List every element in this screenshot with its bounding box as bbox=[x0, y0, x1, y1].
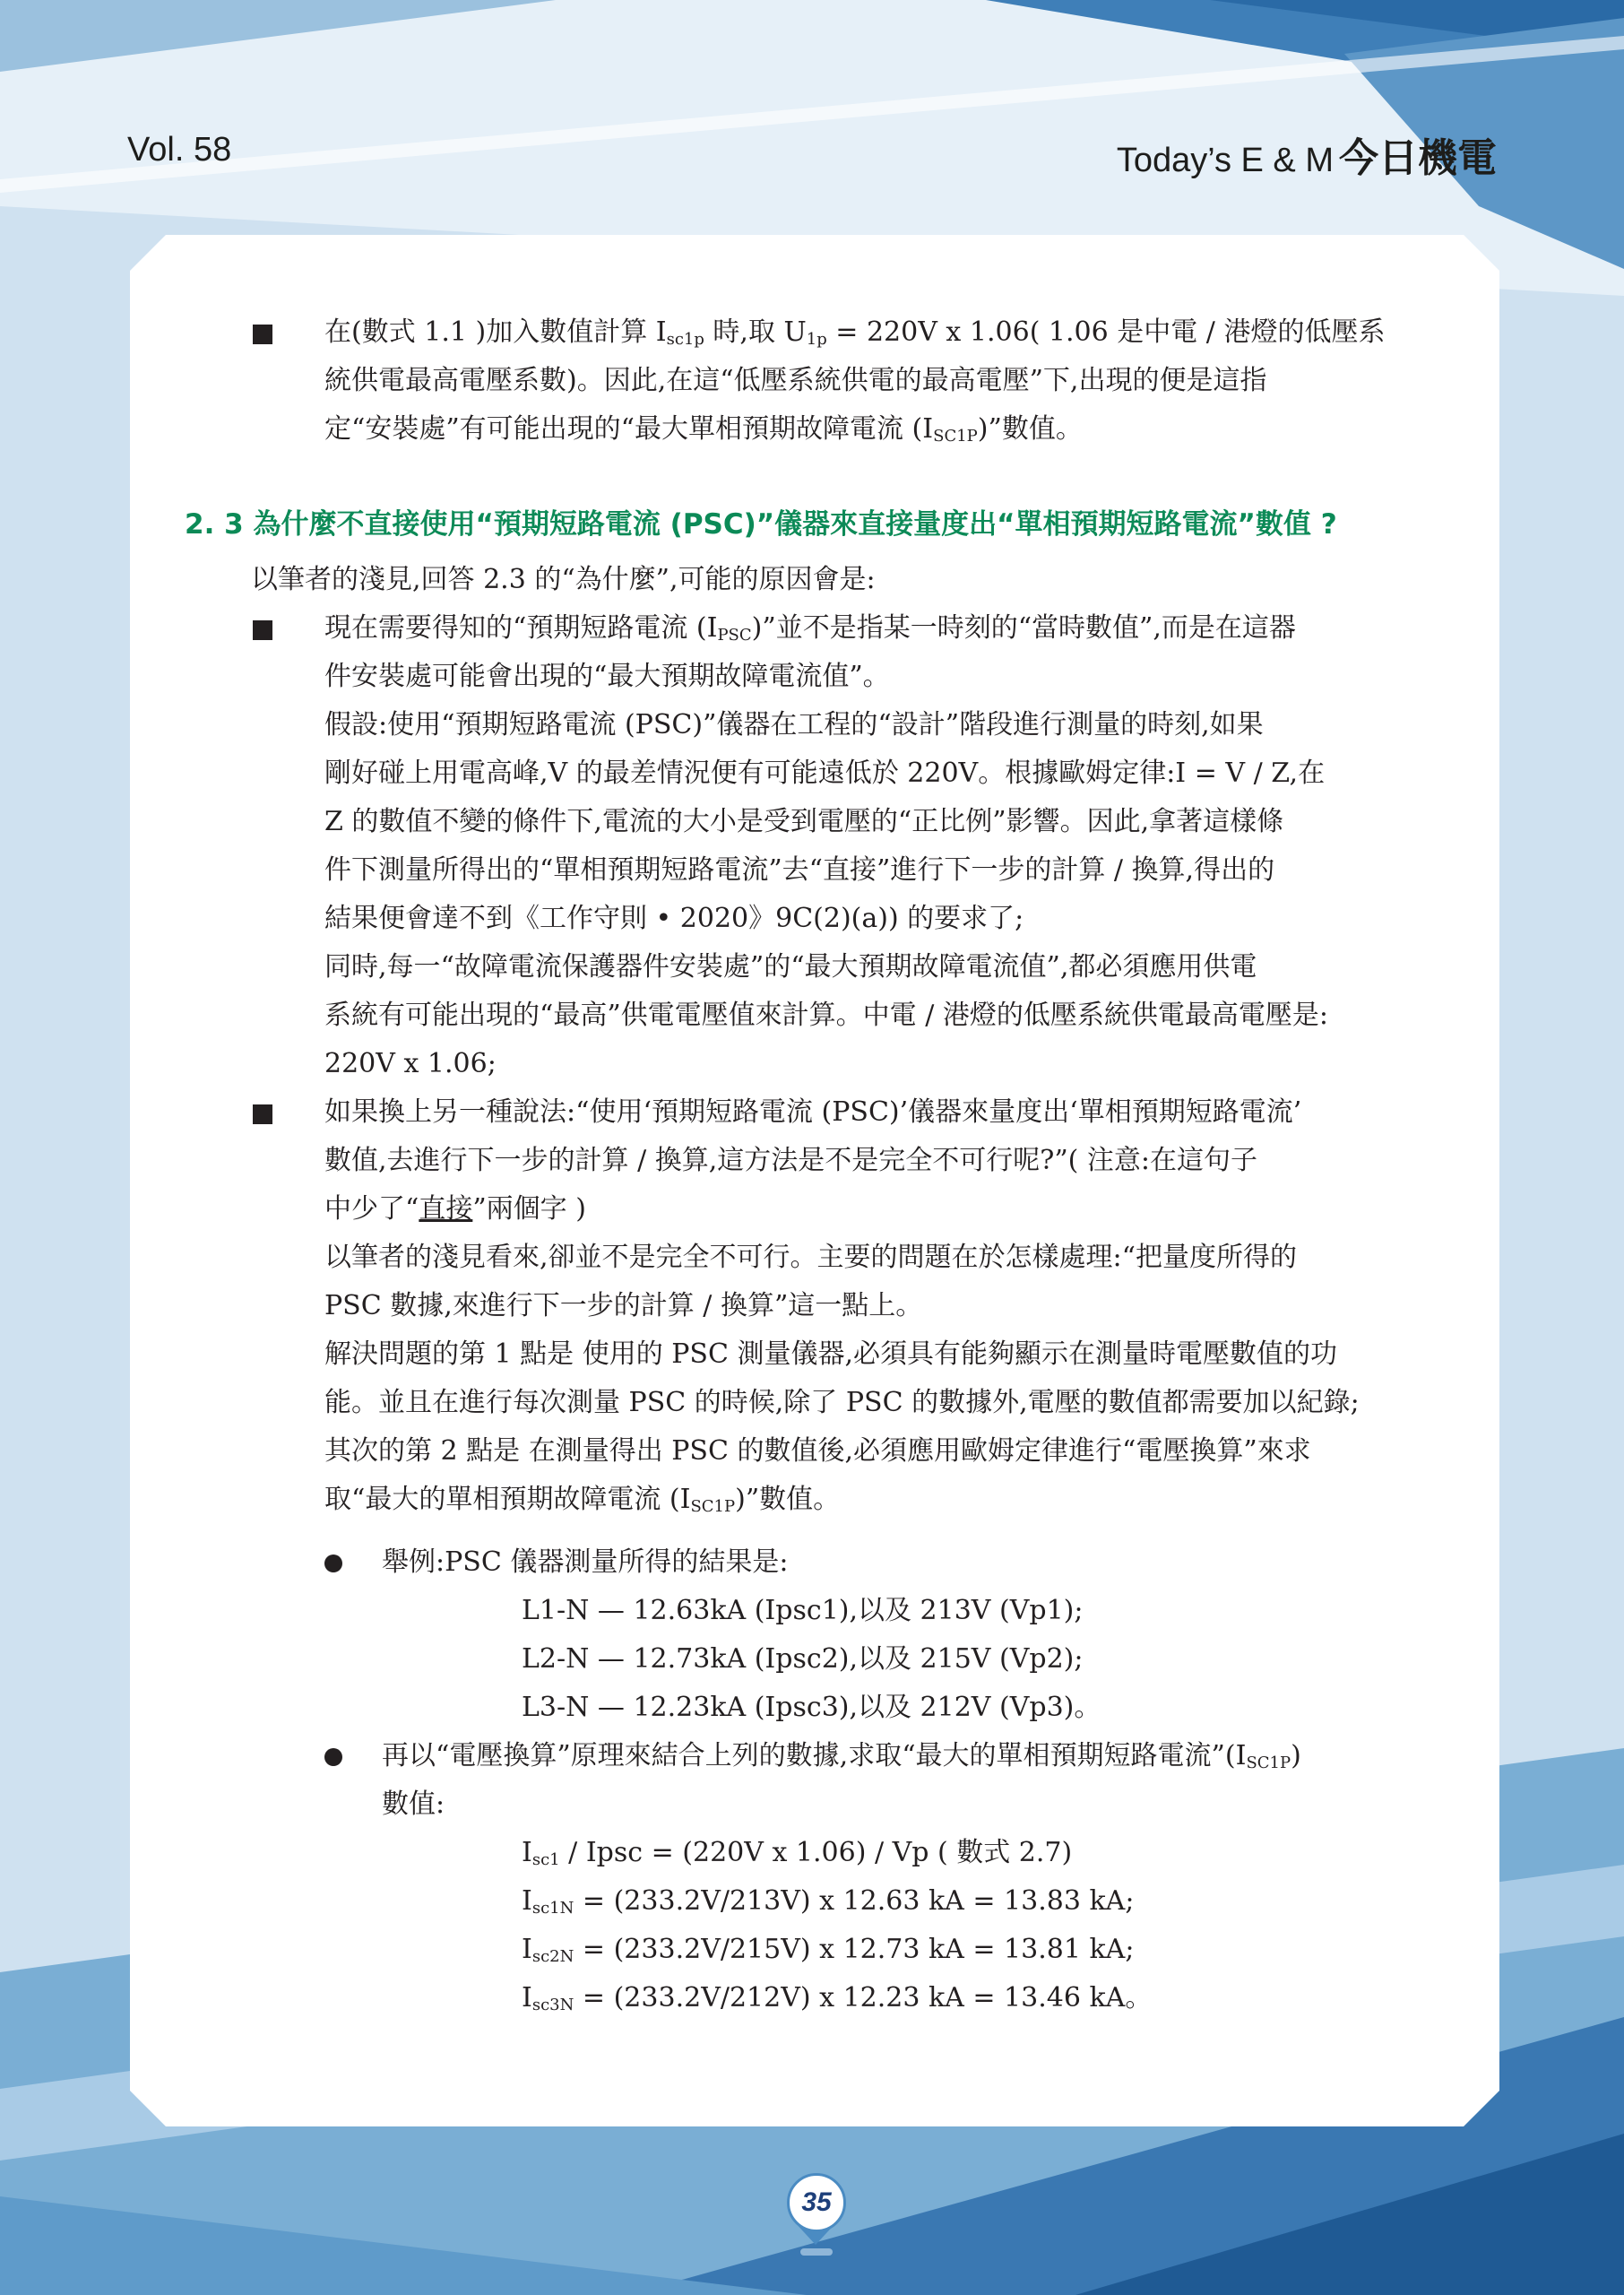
paragraph-line: 在(數式 1.1 )加入數值計算 $I_{sc1p}$ 時,取 $U_{1p} = 220V$ x 1.06( 1.06 是中電 / 港燈的低壓系 bbox=[324, 316, 1386, 349]
paragraph-line: 其次的第 2 點是 在測量得出 PSC 的數值後,必須應用歐姆定律進行“電壓換算”來求 bbox=[324, 1435, 1311, 1467]
paragraph-line: 件安裝處可能會出現的“最大預期故障電流值”。 bbox=[324, 661, 890, 692]
paragraph-line: 能。並且在進行每次測量 PSC 的時候,除了 PSC 的數據外,電壓的數值都需要加以紀錄; bbox=[324, 1387, 1360, 1418]
square-bullet-icon bbox=[253, 1104, 272, 1124]
square-bullet-icon bbox=[253, 620, 272, 640]
measurement-row: L1-N — 12.63kA (Ipsc1),以及 213V (Vp1); bbox=[522, 1595, 1084, 1626]
paragraph-line: 中少了“直接”兩個字 ) bbox=[324, 1193, 586, 1225]
magazine-title-cn: 今日機電 bbox=[1339, 135, 1497, 181]
formula-line: $I_{sc1}$ / Ipsc = (220V x 1.06) / Vp ( 數式 2.7) bbox=[522, 1837, 1073, 1869]
page-number: 35 bbox=[787, 2173, 846, 2232]
round-bullet-icon bbox=[324, 1555, 342, 1572]
paragraph-line: 系統有可能出現的“最高”供電電壓值來計算。中電 / 港燈的低壓系統供電最高電壓是: bbox=[324, 1000, 1328, 1031]
paragraph-line: 同時,每一“故障電流保護器件安裝處”的“最大預期故障電流值”,都必須應用供電 bbox=[324, 951, 1257, 983]
formula-line: $I_{sc3N} = (233.2V/212V)$ x 12.23 kA = 13.46 kA。 bbox=[522, 1982, 1153, 2014]
paragraph-line: 以筆者的淺見看來,卻並不是完全不可行。主要的問題在於怎樣處理:“把量度所得的 bbox=[324, 1242, 1297, 1273]
paragraph-line: 結果便會達不到《工作守則 • 2020》9C(2)(a)) 的要求了; bbox=[324, 903, 1024, 934]
paragraph-line: 220V x 1.06; bbox=[324, 1048, 497, 1079]
paragraph-line: 件下測量所得出的“單相預期短路電流”去“直接”進行下一步的計算 / 換算,得出的 bbox=[324, 854, 1275, 886]
calc-intro-cont: 數值: bbox=[382, 1788, 445, 1820]
section-heading: 2. 3 為什麼不直接使用“預期短路電流 (PSC)”儀器來直接量度出“單相預期短路電流”數值 ? bbox=[185, 508, 1337, 541]
paragraph-line: 統供電最高電壓系數)。因此,在這“低壓系統供電的最高電壓”下,出現的便是這指 bbox=[324, 365, 1267, 396]
round-bullet-icon bbox=[324, 1748, 342, 1766]
pin-shadow bbox=[800, 2248, 833, 2256]
paragraph-line: 如果換上另一種說法:“使用‘預期短路電流 (PSC)’儀器來量度出‘單相預期短路電流’ bbox=[324, 1096, 1302, 1128]
paragraph-line: 取“最大的單相預期故障電流 $(I_{SC1P})$”數值。 bbox=[324, 1484, 841, 1516]
magazine-title bbox=[1117, 126, 1497, 183]
paragraph-line: 定“安裝處”有可能出現的“最大單相預期故障電流 $(I_{SC1P})$”數值。 bbox=[324, 413, 1083, 446]
paragraph-line: 解決問題的第 1 點是 使用的 PSC 測量儀器,必須具有能夠顯示在測量時電壓數值的功 bbox=[324, 1338, 1337, 1370]
volume-label: Vol. 58 bbox=[127, 131, 232, 169]
paragraph-line: PSC 數據,來進行下一步的計算 / 換算”這一點上。 bbox=[324, 1290, 923, 1321]
paragraph-line: 數值,去進行下一步的計算 / 換算,這方法是不是完全不可行呢?”( 注意:在這句子 bbox=[324, 1145, 1258, 1176]
measurement-row: L2-N — 12.73kA (Ipsc2),以及 215V (Vp2); bbox=[522, 1643, 1084, 1675]
paragraph-line: Z 的數值不變的條件下,電流的大小是受到電壓的“正比例”影響。因此,拿著這樣條 bbox=[324, 806, 1284, 837]
magazine-title-en: Today’s E & M bbox=[1116, 142, 1334, 179]
formula-line: $I_{sc2N} = (233.2V/215V)$ x 12.73 kA = 13.81 kA; bbox=[522, 1934, 1135, 1966]
square-bullet-icon bbox=[253, 325, 272, 344]
formula-line: $I_{sc1N} = (233.2V/213V)$ x 12.63 kA = 13.83 kA; bbox=[522, 1885, 1135, 1918]
intro-line: 以筆者的淺見,回答 2.3 的“為什麼”,可能的原因會是: bbox=[251, 564, 876, 595]
measurement-row: L3-N — 12.23kA (Ipsc3),以及 212V (Vp3)。 bbox=[522, 1692, 1101, 1723]
paragraph-line: 現在需要得知的“預期短路電流 $(I_{PSC})$”並不是指某一時刻的“當時數值”,而是在這器 bbox=[324, 612, 1296, 645]
calc-intro: 再以“電壓換算”原理來結合上列的數據,求取“最大的單相預期短路電流$”(I_{SC1P})$ bbox=[382, 1740, 1301, 1772]
example-intro: 舉例:PSC 儀器測量所得的結果是: bbox=[382, 1546, 789, 1578]
paragraph-line: 剛好碰上用電高峰,V 的最差情況便有可能遠低於 220V。根據歐姆定律:I = V / Z,在 bbox=[324, 758, 1326, 789]
paragraph-line: 假設:使用“預期短路電流 (PSC)”儀器在工程的“設計”階段進行測量的時刻,如果 bbox=[324, 709, 1264, 740]
